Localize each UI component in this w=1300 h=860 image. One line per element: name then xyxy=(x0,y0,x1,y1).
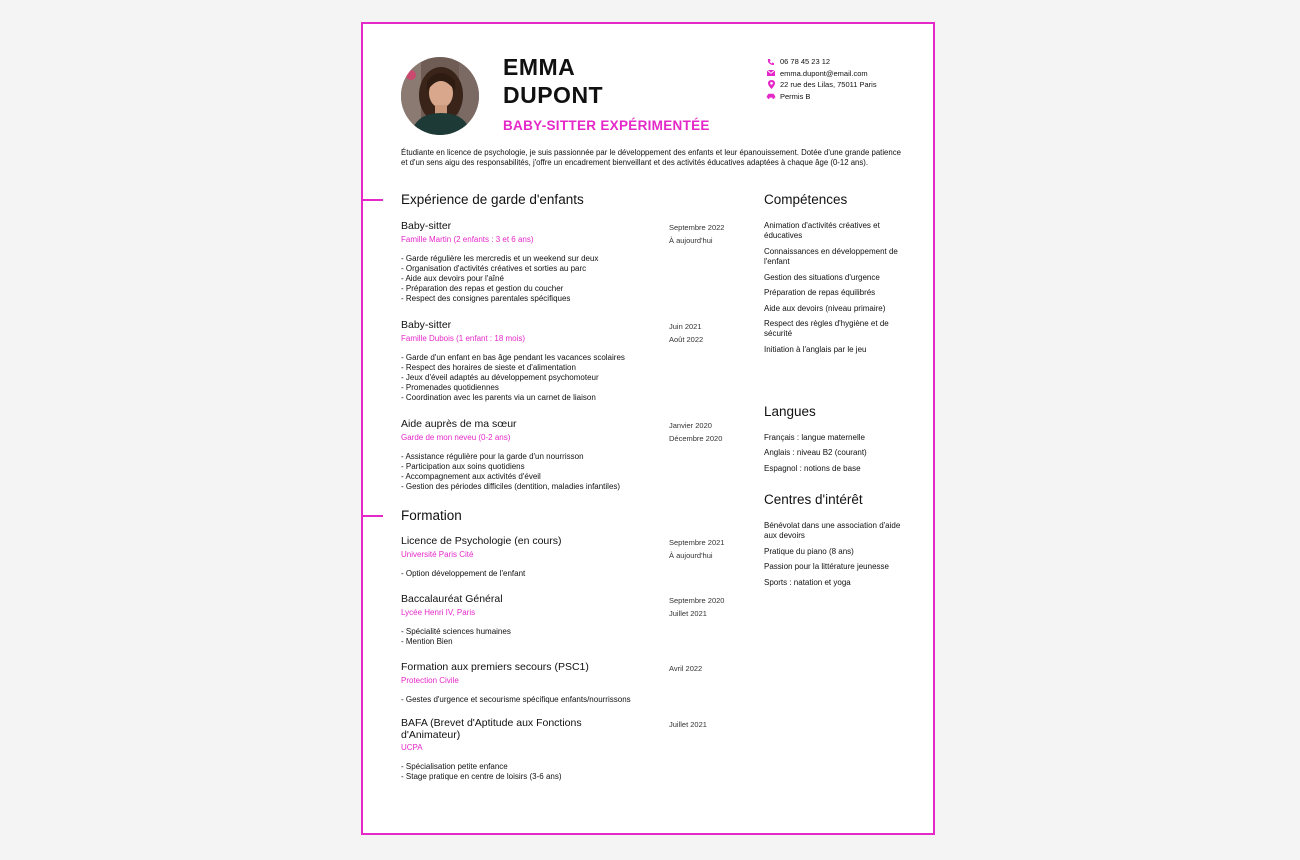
contact-phone xyxy=(765,56,877,68)
bullet: - Assistance régulière pour la garde d'un nourrisson xyxy=(401,451,584,461)
bullet: - Gestion des périodes difficiles (dentition, maladies infantiles) xyxy=(401,482,621,492)
entry-bullets xyxy=(401,762,741,782)
list-item: Bénévolat dans une association d'aide aux devoirs xyxy=(764,521,901,541)
competences-list xyxy=(764,221,909,360)
profile-summary: Étudiante en licence de psychologie, je suis passionnée par le développement des enfants et leur épanouissement. Dotée d'une grande patience et d'un sens aigu des responsabilités, j'offre un encadrement bienveillant et des activités éducatives adaptées à chaque âge (0-12 ans). xyxy=(401,148,901,168)
section-marker xyxy=(361,515,383,517)
bullet: - Jeux d'éveil adaptés au développement psychomoteur xyxy=(401,372,599,382)
date-end: Décembre 2020 xyxy=(669,433,723,443)
experience-entry xyxy=(401,221,741,305)
bullet: - Préparation des repas et gestion du coucher xyxy=(401,284,564,294)
last-name: DUPONT xyxy=(503,82,604,108)
entry-dates xyxy=(669,663,702,676)
bullet: - Stage pratique en centre de loisirs (3-6 ans) xyxy=(401,772,562,782)
email-address[interactable]: emma.dupont@email.com xyxy=(780,68,868,78)
bullet: - Respect des horaires de sieste et d'alimentation xyxy=(401,362,576,372)
entry-bullets xyxy=(401,254,741,305)
car-icon xyxy=(765,91,777,102)
entry-dates xyxy=(669,537,724,562)
list-item: Préparation de repas équilibrés xyxy=(764,288,876,298)
interets-list xyxy=(764,521,909,593)
experience-entry xyxy=(401,419,741,492)
list-item: Espagnol : notions de base xyxy=(764,463,861,473)
date-start: Septembre 2020 xyxy=(669,596,725,605)
phone-number[interactable]: 06 78 45 23 12 xyxy=(780,57,831,66)
first-name: EMMA xyxy=(503,54,576,80)
entry-organization: UCPA xyxy=(401,743,423,752)
list-item: Respect des règles d'hygiène et de sécurité xyxy=(764,319,889,339)
entry-bullets xyxy=(401,627,741,647)
bullet: - Spécialité sciences humaines xyxy=(401,626,511,636)
list-item: Anglais : niveau B2 (courant) xyxy=(764,448,867,458)
entry-title: Aide auprès de ma sœur xyxy=(401,418,517,430)
interets-heading: Centres d'intérêt xyxy=(764,492,863,507)
entry-title: BAFA (Brevet d'Aptitude aux Fonctions d'Animateur) xyxy=(401,717,582,741)
date-end: Juillet 2021 xyxy=(669,608,707,618)
entry-dates xyxy=(669,719,707,732)
date-end: À aujourd'hui xyxy=(669,550,713,560)
candidate-name xyxy=(503,53,603,109)
date-start: Juin 2021 xyxy=(669,322,702,331)
entry-bullets xyxy=(401,353,741,404)
list-item: Sports : natation et yoga xyxy=(764,577,851,587)
list-item: Gestion des situations d'urgence xyxy=(764,272,880,282)
list-item: Connaissances en développement de l'enfant xyxy=(764,246,898,267)
bullet: - Accompagnement aux activités d'éveil xyxy=(401,471,541,481)
entry-title: Baccalauréat Général xyxy=(401,593,503,605)
job-title: BABY-SITTER EXPÉRIMENTÉE xyxy=(503,118,710,133)
bullet: - Spécialisation petite enfance xyxy=(401,762,508,771)
bullet: - Mention Bien xyxy=(401,636,453,646)
entry-organization: Lycée Henri IV, Paris xyxy=(401,607,476,617)
formation-entry xyxy=(401,662,741,705)
entry-title: Baby-sitter xyxy=(401,220,452,232)
phone-icon xyxy=(765,56,777,67)
competences-heading: Compétences xyxy=(764,192,848,207)
entry-dates xyxy=(669,420,722,445)
bullet: - Aide aux devoirs pour l'aîné xyxy=(401,273,504,283)
bullet: - Gestes d'urgence et secourisme spécifique enfants/nourrissons xyxy=(401,694,631,704)
entry-title: Baby-sitter xyxy=(401,319,452,331)
formation-entry xyxy=(401,594,741,647)
formation-entry xyxy=(401,718,741,782)
entry-title: Licence de Psychologie (en cours) xyxy=(401,535,562,547)
profile-photo xyxy=(401,57,479,135)
date-start: Avril 2022 xyxy=(669,664,703,673)
contact-address xyxy=(765,79,877,91)
entry-dates xyxy=(669,595,724,620)
bullet: - Promenades quotidiennes xyxy=(401,383,499,393)
entry-organization: Protection Civile xyxy=(401,675,459,685)
entry-title: Formation aux premiers secours (PSC1) xyxy=(401,661,589,673)
experience-heading: Expérience de garde d'enfants xyxy=(401,192,584,207)
bullet: - Coordination avec les parents via un carnet de liaison xyxy=(401,393,596,403)
date-start: Septembre 2022 xyxy=(669,223,725,232)
entry-organization: Garde de mon neveu (0-2 ans) xyxy=(401,432,511,442)
list-item: Passion pour la littérature jeunesse xyxy=(764,562,889,572)
list-item: Aide aux devoirs (niveau primaire) xyxy=(764,303,886,313)
bullet: - Garde d'un enfant en bas âge pendant les vacances scolaires xyxy=(401,352,625,362)
bullet: - Garde régulière les mercredis et un weekend sur deux xyxy=(401,253,599,263)
entry-dates xyxy=(669,321,703,346)
date-start: Janvier 2020 xyxy=(669,421,712,430)
contact-block xyxy=(765,56,877,102)
entry-organization: Université Paris Cité xyxy=(401,549,474,559)
location-pin-icon xyxy=(765,79,777,90)
contact-email xyxy=(765,68,877,80)
contact-license xyxy=(765,91,877,103)
bullet: - Option développement de l'enfant xyxy=(401,568,526,578)
date-end: Août 2022 xyxy=(669,334,704,344)
langues-heading: Langues xyxy=(764,404,816,419)
date-start: Septembre 2021 xyxy=(669,538,725,547)
section-marker xyxy=(361,199,383,201)
list-item: Animation d'activités créatives et éducatives xyxy=(764,221,880,241)
driving-license: Permis B xyxy=(780,91,811,101)
formation-heading: Formation xyxy=(401,508,462,523)
entry-organization: Famille Martin (2 enfants : 3 et 6 ans) xyxy=(401,234,534,244)
postal-address: 22 rue des Lilas, 75011 Paris xyxy=(780,80,877,89)
entry-bullets xyxy=(401,569,741,579)
langues-list xyxy=(764,433,909,479)
date-end: À aujourd'hui xyxy=(669,235,713,245)
resume-page xyxy=(361,22,935,835)
entry-bullets xyxy=(401,452,741,493)
bullet: - Respect des consignes parentales spécifiques xyxy=(401,294,571,304)
entry-organization: Famille Dubois (1 enfant : 18 mois) xyxy=(401,333,526,343)
entry-bullets xyxy=(401,695,741,705)
bullet: - Organisation d'activités créatives et sorties au parc xyxy=(401,263,587,273)
list-item: Pratique du piano (8 ans) xyxy=(764,546,854,556)
entry-dates xyxy=(669,222,724,247)
date-start: Juillet 2021 xyxy=(669,720,707,729)
formation-entry xyxy=(401,536,741,579)
list-item: Initiation à l'anglais par le jeu xyxy=(764,344,867,354)
list-item: Français : langue maternelle xyxy=(764,433,865,442)
bullet: - Participation aux soins quotidiens xyxy=(401,461,525,471)
experience-entry xyxy=(401,320,741,404)
envelope-icon xyxy=(765,68,777,79)
